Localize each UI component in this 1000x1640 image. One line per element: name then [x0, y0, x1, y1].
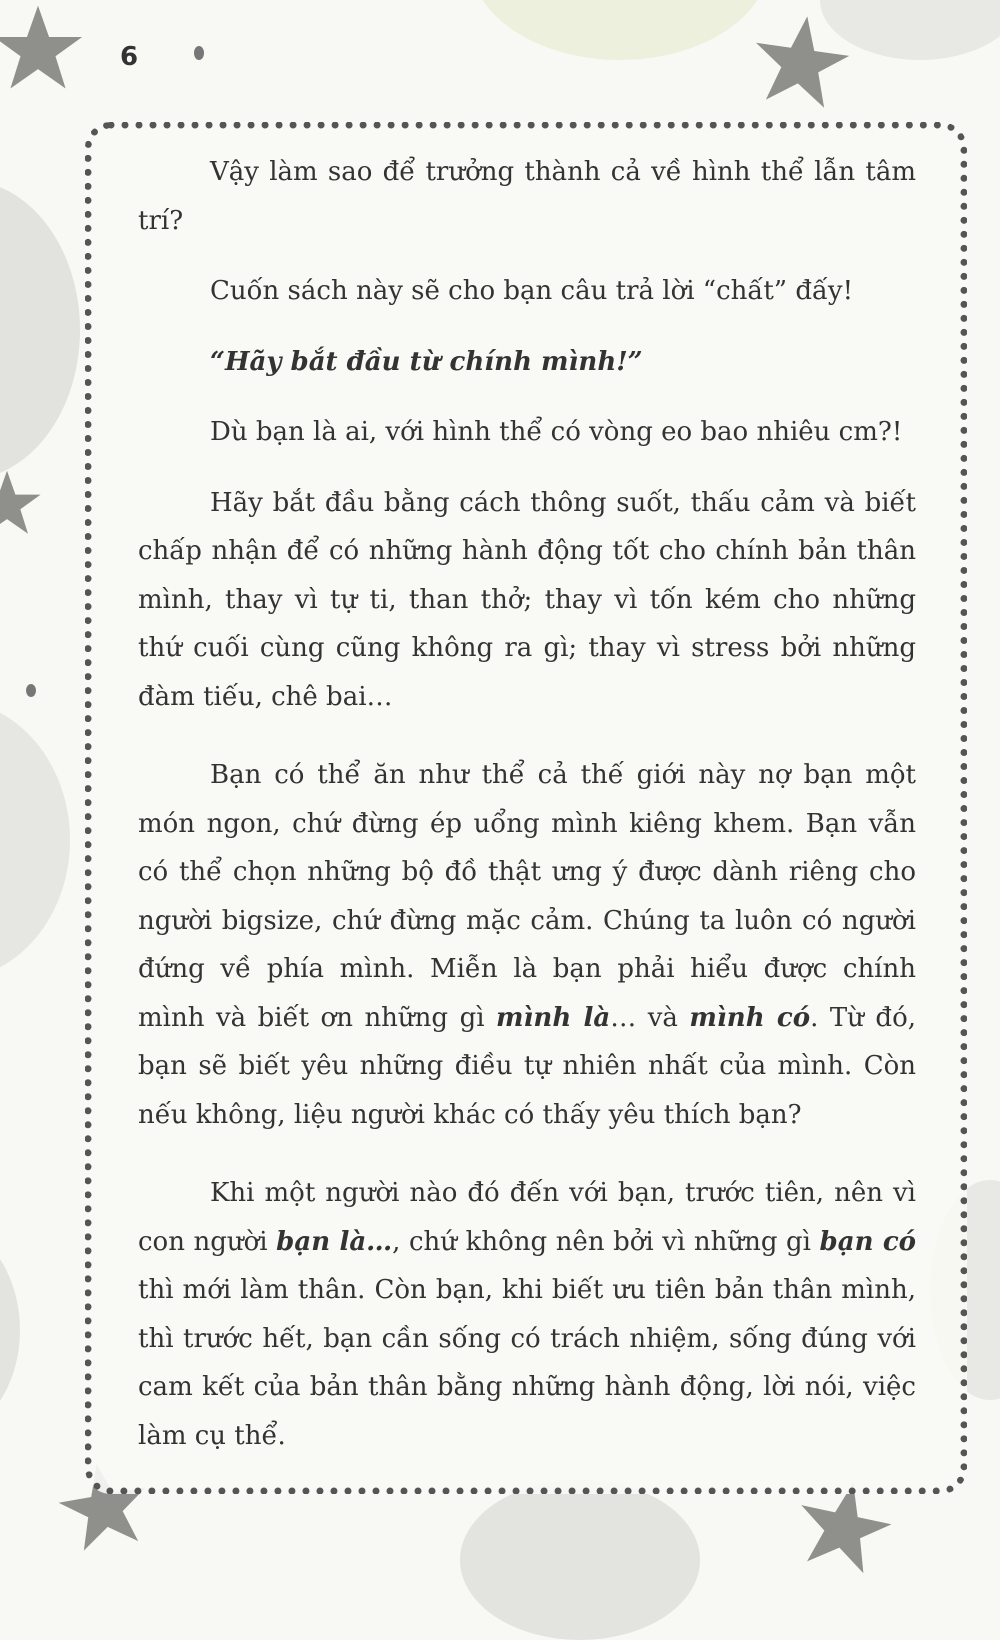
watercolor-circle — [820, 0, 1000, 60]
emphasis: mình là — [496, 1002, 611, 1033]
body-text — [138, 148, 916, 1460]
watercolor-circle — [0, 180, 80, 480]
emphasis: mình có — [689, 1002, 811, 1033]
star-icon — [0, 2, 84, 94]
paragraph: Vậy làm sao để trưởng thành cả về hình thể lẫn tâm trí? — [138, 157, 916, 236]
page-number: 6 — [120, 42, 139, 72]
leaf-dot — [26, 684, 36, 697]
emphasis: bạn là… — [276, 1226, 393, 1257]
watercolor-circle — [0, 1220, 20, 1440]
emphasis: bạn có — [819, 1226, 916, 1257]
star-icon — [0, 468, 42, 538]
leaf-dot — [194, 46, 204, 60]
paragraph: Bạn có thể ăn như thể cả thế giới này nợ bạn một món ngon, chứ đừng ép uổng mình kiêng khem. Bạn vẫn có thể chọn những bộ đồ thật ưng ý được dành riêng cho người bigsize, chứ đừng mặc cảm. Chúng ta luôn có người đứng về phía mình. Miễn là bạn phải hiểu được chính mình và biết ơn những gì mình là… và mình có. Từ đó, bạn sẽ biết yêu những điều tự nhiên nhất của mình. Còn nếu không, liệu người khác có thấy yêu thích bạn? — [138, 760, 916, 1130]
paragraph: Dù bạn là ai, với hình thể có vòng eo bao nhiêu cm?! — [210, 417, 903, 447]
paragraph: Hãy bắt đầu bằng cách thông suốt, thấu cảm và biết chấp nhận để có những hành động tốt cho chính bản thân mình, thay vì tự ti, than thở; thay vì tốn kém cho những thứ cuối cùng cũng không ra gì; thay vì stress bởi những đàm tiếu, chê bai… — [138, 487, 916, 712]
watercolor-circle — [460, 1480, 700, 1640]
paragraph: Cuốn sách này sẽ cho bạn câu trả lời “chất” đấy! — [210, 276, 854, 306]
watercolor-circle — [0, 700, 70, 980]
watercolor-circle — [470, 0, 770, 60]
paragraph: Khi một người nào đó đến với bạn, trước tiên, nên vì con người bạn là…, chứ không nên bởi vì những gì bạn có thì mới làm thân. Còn bạn, khi biết ưu tiên bản thân mình, thì trước hết, bạn cần sống có trách nhiệm, sống đúng với cam kết của bản thân bằng những hành động, lời nói, việc làm cụ thể. — [138, 1178, 916, 1451]
paragraph-quote: “Hãy bắt đầu từ chính mình!” — [210, 346, 643, 377]
